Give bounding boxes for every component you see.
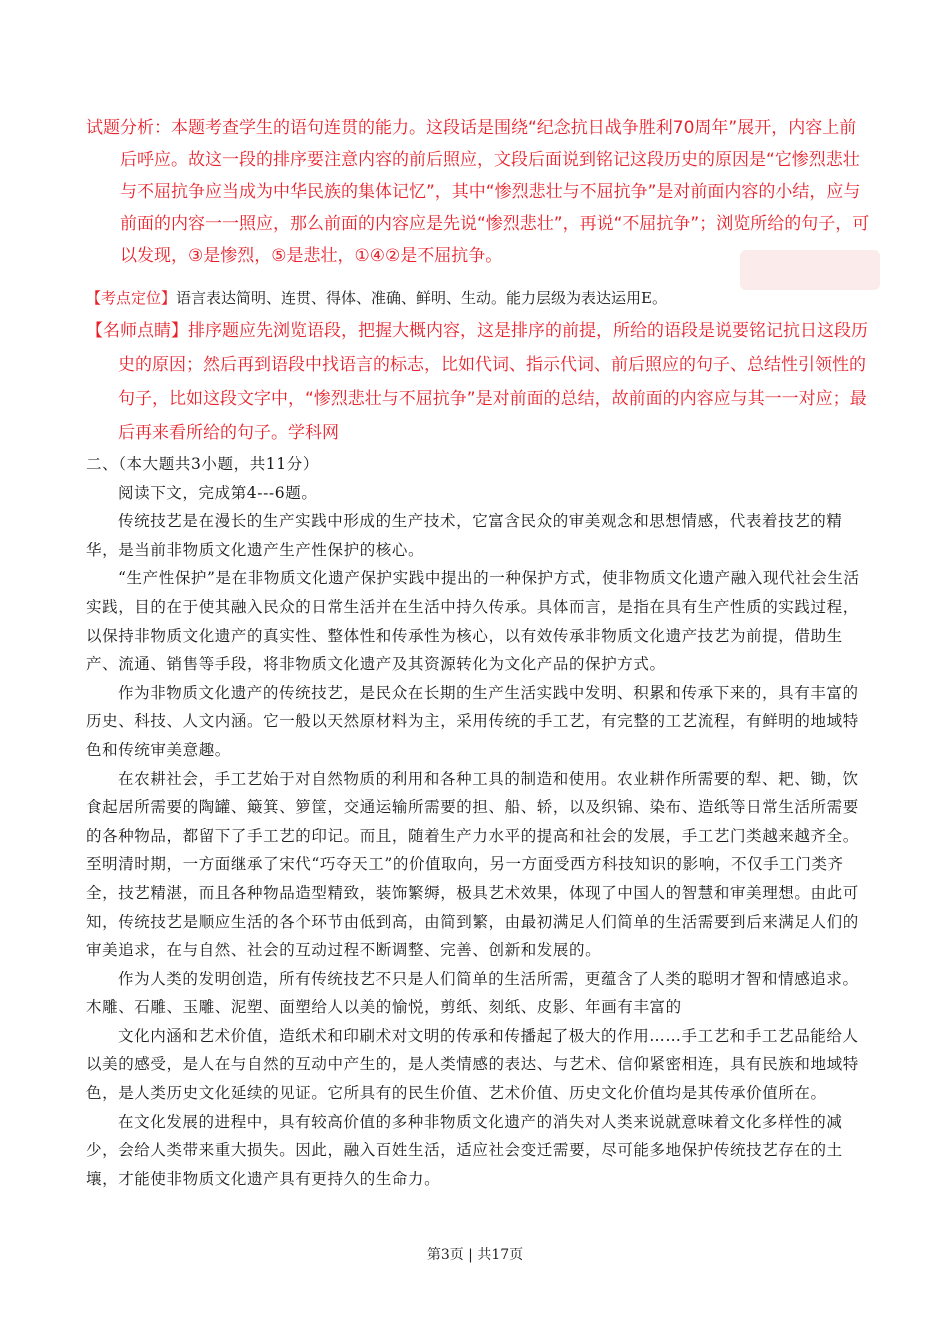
mingshi-text: 【名师点睛】排序题应先浏览语段，把握大概内容，这是排序的前提，所给的语段是说要铭记抗日这段历史的原因；然后再到语段中找语言的标志，比如代词、指示代词、前后照应的句子、总结性引领性的句子，比如这段文字中，“惨烈悲壮与不屈抗争”是对前面的总结，故前面的内容应与其一一对应；最后再来看所给的句子。学科网 <box>86 321 868 443</box>
analysis-text: 试题分析：本题考查学生的语句连贯的能力。这段话是围绕“纪念抗日战争胜利70周年”展开，内容上前后呼应。故这一段的排序要注意内容的前后照应，文段后面说到铭记这段历史的原因是“它惨烈悲壮与不屈抗争应当成为中华民族的集体记忆”，其中“惨烈悲壮与不屈抗争”是对前面内容的小结，应与前面的内容一一照应，那么前面的内容应是先说“惨烈悲壮”，再说“不屈抗争”；浏览所给的句子，可以发现，③是惨烈，⑤是悲壮，①④②是不屈抗争。 <box>86 118 870 266</box>
kaodian-block <box>86 287 876 309</box>
kaodian-text: 语言表达简明、连贯、得体、准确、鲜明、生动。能力层级为表达运用E。 <box>176 289 667 307</box>
section-heading: 二、（本大题共3小题，共11分） <box>86 455 319 473</box>
paragraph: 在农耕社会，手工艺始于对自然物质的利用和各种工具的制造和使用。农业耕作所需要的犁、耙、锄，饮食起居所需要的陶罐、簸箕、箩筐，交通运输所需要的担、船、轿，以及织锦、染布、造纸等日常生活所需要的各种物品，都留下了手工艺的印记。而且，随着生产力水平的提高和社会的发展，手工艺门类越来越齐全。至明清时期，一方面继承了宋代“巧夺天工”的价值取向，另一方面受西方科技知识的影响，不仅手工门类齐全，技艺精湛，而且各种物品造型精致，装饰繁缛，极具艺术效果，体现了中国人的智慧和审美理想。由此可知，传统技艺是顺应生活的各个环节由低到高，由简到繁，由最初满足人们简单的生活需要到后来满足人们的审美追求，在与自然、社会的互动过程不断调整、完善、创新和发展的。 <box>86 769 859 960</box>
paragraph: “生产性保护”是在非物质文化遗产保护实践中提出的一种保护方式，使非物质文化遗产融入现代社会生活实践，目的在于使其融入民众的日常生活并在生活中持久传承。具体而言，是指在具有生产性质的实践过程，以保持非物质文化遗产的真实性、整体性和传承性为核心，以有效传承非物质文化遗产技艺为前提，借助生产、流通、销售等手段，将非物质文化遗产及其资源转化为文化产品的保护方式。 <box>86 569 860 674</box>
paragraph: 作为非物质文化遗产的传统技艺，是民众在长期的生产生活实践中发明、积累和传承下来的，具有丰富的历史、科技、人文内涵。它一般以天然原材料为主，采用传统的手工艺，有完整的工艺流程，有鲜明的地域特色和传统审美意趣。 <box>86 683 859 759</box>
analysis-block <box>86 112 871 272</box>
mingshi-block <box>86 314 874 450</box>
reading-section <box>86 450 868 1193</box>
page-footer: 第3页 | 共17页 <box>426 1247 524 1263</box>
paragraph: 作为人类的发明创造，所有传统技艺不只是人们简单的生活所需，更蕴含了人类的聪明才智和情感追求。木雕、石雕、玉雕、泥塑、面塑给人以美的愉悦，剪纸、刻纸、皮影、年画有丰富的 <box>86 969 859 1017</box>
paragraph: 文化内涵和艺术价值，造纸术和印刷术对文明的传承和传播起了极大的作用……手工艺和手工艺品能给人以美的感受，是人在与自然的互动中产生的，是人类情感的表达、与艺术、信仰紧密相连，具有民族和地域特色，是人类历史文化延续的见证。它所具有的民生价值、艺术价值、历史文化价值均是其传承价值所在。 <box>86 1026 859 1103</box>
paragraph: 传统技艺是在漫长的生产实践中形成的生产技术，它富含民众的审美观念和思想情感，代表着技艺的精华，是当前非物质文化遗产生产性保护的核心。 <box>86 512 843 559</box>
kaodian-label: 【考点定位】 <box>86 289 177 307</box>
section-instruction: 阅读下文，完成第4---6题。 <box>118 483 318 502</box>
paragraph: 在文化发展的进程中，具有较高价值的多种非物质文化遗产的消失对人类来说就意味着文化多样性的减少，会给人类带来重大损失。因此，融入百姓生活，适应社会变迁需要，尽可能多地保护传统技艺存在的土壤，才能使非物质文化遗产具有更持久的生命力。 <box>86 1112 843 1188</box>
